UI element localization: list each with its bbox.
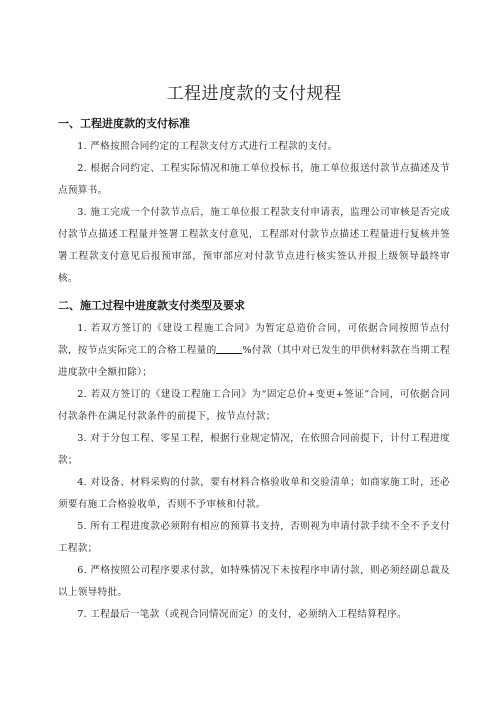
- paragraph: 2. 若双方签订的《建设工程施工合同》为“固定总价+变更+签证”合同，可依据合同付款条件在满足付款条件的前提下，按节点付款；: [58, 389, 450, 422]
- section-heading-payment-types: 二、施工过程中进度款支付类型及要求: [58, 299, 245, 312]
- section-payment-types: [58, 318, 450, 626]
- paragraph: 7. 工程最后一笔款（或视合同情况而定）的支付，必须纳入工程结算程序。: [77, 609, 407, 620]
- paragraph: 3. 施工完成一个付款节点后，施工单位报工程款支付申请表，监理公司审核是否完成付款节点描述工程量并签署工程款支付意见，工程部对付款节点描述工程量进行复核并签署工程款支付意见后报预审部，预审部应对付款节点进行核实签认并报上级领导最终审核。: [58, 207, 450, 284]
- paragraph: 5. 所有工程进度款必须附有相应的预算书支持，否则视为申请付款手续不全不予支付工程款；: [58, 521, 450, 554]
- paragraph-text-after-blank: %付款（其中对已发生的甲供材料款在当期工程进度款中全额扣除）；: [58, 345, 450, 378]
- paragraph: 1. 严格按照合同约定的工程款支付方式进行工程款的支付。: [77, 141, 338, 152]
- document-title: 工程进度款的支付规程: [166, 84, 342, 104]
- paragraph: 2. 根据合同约定、工程实际情况和施工单位投标书，施工单位报送付款节点描述及节点预算书。: [58, 163, 450, 196]
- paragraph-text-before-blank: 1. 若双方签订的《建设工程施工合同》为暂定总造价合同，可依据合同按照节点付款，按节点实际完工的合格工程量的: [58, 323, 450, 356]
- paragraph-with-blank: [58, 318, 450, 384]
- paragraph: 3. 对于分包工程、零星工程，根据行业规定情况，在依照合同前提下，计付工程进度款；: [58, 433, 450, 466]
- fill-in-blank: [216, 343, 242, 354]
- paragraph: 4. 对设备、材料采购的付款，要有材料合格验收单和交验清单；如商家施工时，还必须要有施工合格验收单，否则不予审核和付款。: [58, 477, 450, 510]
- section-payment-standard: [58, 136, 450, 290]
- section-heading-payment-standard: 一、工程进度款的支付标准: [58, 117, 190, 130]
- paragraph: 6. 严格按照公司程序要求付款，如特殊情况下未按程序申请付款，则必须经副总裁及以上领导特批。: [58, 565, 450, 598]
